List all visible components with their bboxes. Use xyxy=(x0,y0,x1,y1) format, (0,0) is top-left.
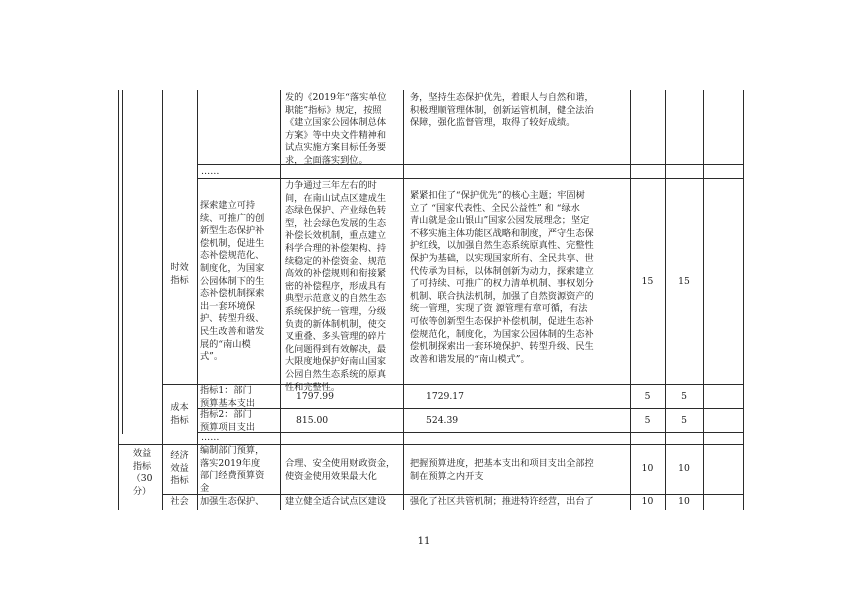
economic-benefit-label: 经济 效益 指标 xyxy=(170,450,189,487)
economic-benefit-score-2: 10 xyxy=(678,463,690,474)
cost-item-2-actual: 524.39 xyxy=(426,415,459,426)
cost-item-1-target: 1797.99 xyxy=(296,391,334,402)
cost-item-1-name: 指标1：部门 预算基本支出 xyxy=(200,385,256,409)
ellipsis-row: …… xyxy=(201,432,220,443)
cost-item-2-target: 815.00 xyxy=(296,415,329,426)
table-border xyxy=(197,164,743,165)
cost-item-2-name: 指标2：部门 预算项目支出 xyxy=(200,409,256,433)
prev-result-cell: 务，坚持生态保护优先，着眼人与自然和谐， 积极理顺管理体制，创新运管机制，健全法治 保障，强化监督管理，取得了较好成绩。 xyxy=(410,92,594,129)
social-benefit-result: 强化了社区共管机制；推进特许经营，出台了 xyxy=(410,496,594,507)
table-border xyxy=(280,90,281,510)
economic-benefit-score-1: 10 xyxy=(641,463,654,474)
cost-item-2-score-2: 5 xyxy=(681,415,687,426)
table-border xyxy=(630,90,631,510)
economic-benefit-target: 编制部门预算， 落实2019年度 部门经费预算资 金 xyxy=(200,445,265,494)
table-border xyxy=(403,90,404,510)
cost-item-1-score-2: 5 xyxy=(681,391,687,402)
timeliness-score-2: 15 xyxy=(678,276,690,287)
benefit-group-label: 效益 指标 （30 分） xyxy=(131,448,153,497)
table-border xyxy=(122,90,123,434)
table-border xyxy=(743,90,744,510)
social-benefit-score-2: 10 xyxy=(678,496,690,507)
table-border xyxy=(197,178,743,179)
timeliness-score-1: 15 xyxy=(641,276,654,287)
table-border xyxy=(162,90,163,510)
social-benefit-score-1: 10 xyxy=(641,496,654,507)
timeliness-target: 探索建立可持 续、可推广的创 新型生态保护补 偿机制，促进生 态补偿规范化、 制度化，为国家 公园体制下的生 态补偿机制探索 出一套环境保 护、转型升级、 民生改善和谐发 展的“南山模 式”。 xyxy=(200,200,265,363)
cost-item-2-score-1: 5 xyxy=(644,415,651,426)
table-border xyxy=(197,90,198,510)
economic-benefit-standard: 合理、安全使用财政资金， 使资金使用效果最大化 xyxy=(285,458,396,482)
social-benefit-target: 加强生态保护、 xyxy=(200,496,265,507)
page-number: 11 xyxy=(417,536,431,547)
ellipsis-row: …… xyxy=(201,166,220,177)
table-border xyxy=(703,90,704,510)
timeliness-result: 紧紧扣住了“保护优先”的核心主题；牢固树 立了 “国家代表性、全民公益性” 和 “绿水 青山就是金山银山”国家公园发展理念；坚定 不移实施主体功能区战略和制度，严守生态保 护红线，以加强自然生态系统原真性、完整性 保护为基础，以实现国家所有、全民共享、世 代传承为目标，以体制创新为动力，探索建立 了可持续、可推广的权力清单机制、事权划分 机制、联合执法机制，加强了自然资源资产的 统一管理，实现了资 源管理有章可循，有法 可依等创新型生态保护补偿机制，促进生态补 偿规范化，制度化，为国家公园体制的生态补 偿机制探索出一套环境保护、转型升级、民生 改善和谐发展的“南山模式”。 xyxy=(410,190,594,365)
cost-item-1-actual: 1729.17 xyxy=(426,391,464,402)
cost-label: 成本 指标 xyxy=(170,402,189,426)
economic-benefit-result: 把握预算进度，把基本支出和项目支出全部控 制在预算之内开支 xyxy=(410,458,594,482)
cost-item-1-score-1: 5 xyxy=(644,391,651,402)
timeliness-label: 时效 指标 xyxy=(170,262,189,286)
table-border xyxy=(118,90,119,510)
social-benefit-label: 社会 xyxy=(170,496,189,507)
table-border xyxy=(665,90,666,510)
timeliness-standard: 力争通过三年左右的时 间，在南山试点区建成生 态绿色保护、产业绿色转 型，社会绿色发展的生态 补偿长效机制，重点建立 科学合理的补偿架构、持 续稳定的补偿资金、规范 高效的补偿规则和衔接紧 密的补偿程序，形成具有 典型示范意义的自然生态 系统保护统一管理，分级 负责的新体制机制，使交 叉重叠、多头管理的碎片 化问题得到有效解决，最 大限度地保护好南山国家 公园自然生态系统的原真 性和完整性。 xyxy=(285,180,387,393)
social-benefit-standard: 建立健全适合试点区建设 xyxy=(285,496,387,507)
prev-standard-cell: 发的《2019年“落实单位 职能”指标》规定，按照 《建立国家公园体制总体 方案》等中央文件精神和 试点实施方案目标任务要 求，全面落实到位。 xyxy=(285,92,387,166)
